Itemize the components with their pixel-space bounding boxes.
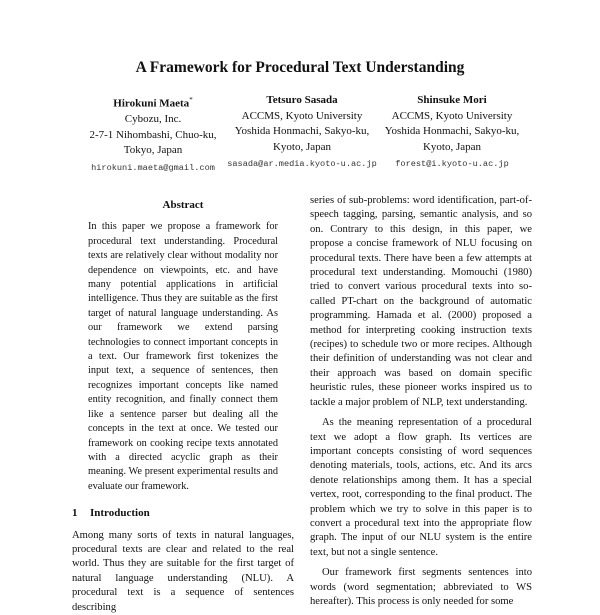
intro-paragraph: Among many sorts of texts in natural languages, procedural texts are clear and related to the real world. Thus they are suitable for the first target of natural language understanding (NLU). A procedural text is a sequence of sentences describing — [72, 529, 294, 613]
author-city: Kyoto, Japan — [272, 140, 332, 153]
right-column — [310, 194, 532, 609]
author-name: Shinsuke Mori — [417, 94, 487, 106]
author-address: Yoshida Honmachi, Sakyo-ku, — [234, 125, 370, 137]
author-block-2 — [224, 93, 380, 173]
author-block-1 — [68, 93, 238, 176]
author-address: Yoshida Honmachi, Sakyo-ku, — [384, 125, 520, 137]
author-block-3 — [371, 93, 533, 173]
abstract-heading: Abstract — [162, 199, 204, 211]
author-email: hirokuni.maeta@gmail.com — [91, 162, 215, 173]
author-affiliation: Cybozu, Inc. — [124, 113, 182, 126]
body-paragraph: series of sub-problems: word identification, part-of-speech tagging, parsing, semantic analysis, and so on. Contrary to this design, in this paper, we propose a concise framework of NLU focusing on procedural texts. There have been a few attempts at procedural text understanding. Momouchi (1980) tried to convert various procedural texts into so-called PT-chart on the background of automatic programming. Hamada et al. (2000) proposed a method for interpreting cooking instruction texts (recipes) to schedule two or more recipes. Although their definition of understanding was not clear and their approach was based on domain specific heuristic rules, these pioneer works inspired us to tackle a major problem of NLP, text understanding. — [310, 195, 532, 408]
author-name: Tetsuro Sasada — [266, 94, 338, 106]
author-name: Hirokuni Maeta* — [113, 96, 193, 110]
left-column — [72, 198, 294, 615]
section-heading — [72, 506, 294, 520]
author-email: forest@i.kyoto-u.ac.jp — [395, 159, 509, 169]
paper-title: A Framework for Procedural Text Understanding — [135, 59, 465, 76]
section-title: Introduction — [90, 507, 150, 520]
author-footnote-mark: * — [189, 96, 193, 104]
author-address: 2-7-1 Nihombashi, Chuo-ku, — [89, 128, 217, 141]
author-city: Tokyo, Japan — [123, 144, 183, 157]
author-affiliation: ACCMS, Kyoto University — [391, 109, 513, 122]
author-affiliation: ACCMS, Kyoto University — [241, 109, 363, 122]
body-paragraph: As the meaning representation of a procedural text we adopt a flow graph. Its vertices are important concepts consisting of word sequences denoting materials, tools, actions, etc. And its arcs denote relationships among them. It has a special vertex, root, corresponding to the final product. The problem which we try to solve in this paper is to convert a procedural text into the appropriate flow graph. The input of our NLU system is the entire text, but not a single sentence. — [310, 417, 532, 558]
body-paragraph: Our framework first segments sentences into words (word segmentation; abbreviated to WS hereafter). This process is only needed for some — [310, 567, 532, 607]
author-city: Kyoto, Japan — [422, 140, 482, 153]
section-number: 1 — [72, 507, 78, 520]
author-email: sasada@ar.media.kyoto-u.ac.jp — [227, 159, 377, 169]
abstract-text: In this paper we propose a framework for procedural text understanding. Procedural texts are relatively clear without modality nor dependence on viewpoints, etc. and have many potential applications in artificial intelligence. Thus they are suitable as the first target of natural language understanding. As our framework we extend parsing technologies to connect important concepts in a text. Our framework first tokenizes the input text, a sequence of sentences, then recognizes important concepts like named entity recognition, and finally connect them like a sentence parser but dealing all the concepts in the text at once. We tested our framework on cooking recipe texts annotated with a directed acyclic graph as their meaning. We present experimental results and evaluate our framework. — [88, 221, 278, 492]
